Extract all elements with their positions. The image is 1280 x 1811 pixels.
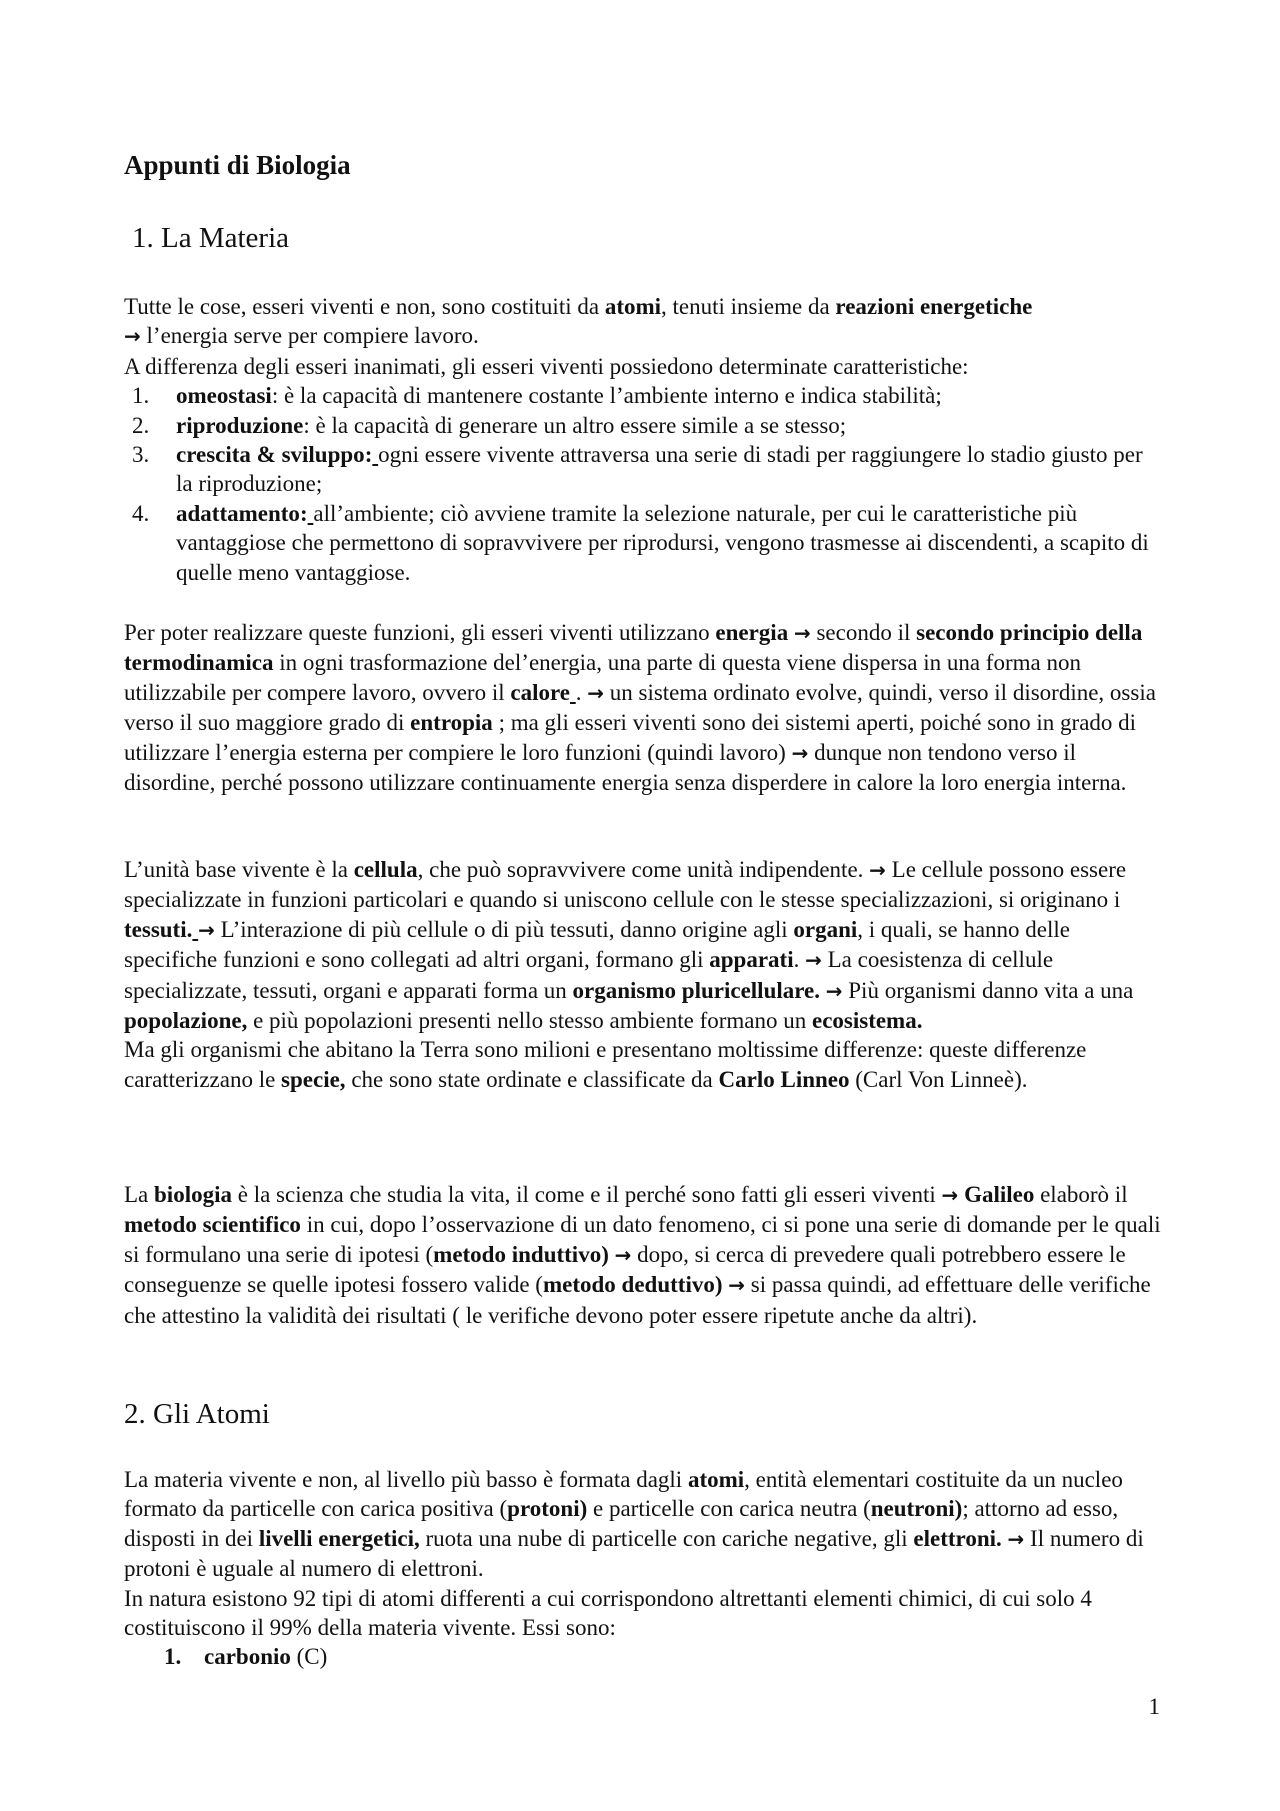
arrow-icon: → xyxy=(1007,1526,1025,1551)
intro-text: Tutte le cose, esseri viventi e non, sono costituiti da atomi, tenuti insieme da reazioni energetiche → l’energia serve per compiere lavoro. xyxy=(124,294,1033,349)
list-item: 3. crescita & sviluppo: ogni essere vivente attraversa una serie di stadi per raggiungere lo stadio giusto per la riproduzione; xyxy=(132,442,1143,497)
arrow-icon: → xyxy=(869,858,886,882)
paragraph-cells: L’unità base vivente è la cellula, che può sopravvivere come unità indipendente. → Le cellule possono essere specializzate in funzioni particolari e quando si uniscono cellule con le stesse specializzazioni, si originano i tessuti. → L’interazione di più cellule o di più tessuti, danno origine agli organi, i quali, se hanno delle specifiche funzioni e sono collegati ad altri organi, formano gli apparati. → La coesistenza di cellule specializzate, tessuti, organi e apparati forma un organismo pluricellulare. → Più organismi danno vita a una popolazione, e più popolazioni presenti nello stesso ambiente formano un ecosistema. Ma gli organismi che abitano la Terra sono milioni e presentano moltissime differenze: queste differenze caratterizzano le specie, che sono state ordinate e classificate da Carlo Linneo (Carl Von Linneè). xyxy=(124,857,1134,1092)
paragraph-intro xyxy=(124,292,1164,587)
paragraph-biology: La biologia è la scienza che studia la vita, il come e il perché sono fatti gli esseri viventi → Galileo elaborò il metodo scientifico in cui, dopo l’osservazione di un dato fenomeno, ci si pone una serie di domande per le quali si formulano una serie di ipotesi (metodo induttivo) → dopo, si cerca di prevedere quali potrebbero essere le conseguenze se quelle ipotesi fossero valide (metodo deduttivo) → si passa quindi, ad effettuare delle verifiche che attestino la validità dei risultati ( le verifiche devono poter essere ripetute anche da altri). xyxy=(124,1182,1161,1328)
document-title: Appunti di Biologia xyxy=(124,150,351,180)
list-item: 1. carbonio (C) xyxy=(164,1644,328,1670)
section-heading-atomi: 2. Gli Atomi xyxy=(124,1398,270,1430)
arrow-icon: → xyxy=(793,621,811,645)
page-number: 1 xyxy=(1148,1694,1160,1719)
arrow-icon: → xyxy=(614,1242,632,1267)
arrow-icon: → xyxy=(805,948,822,973)
paragraph-energy: Per poter realizzare queste funzioni, gli esseri viventi utilizzano energia → secondo il secondo principio della termodinamica in ogni trasformazione del’energia, una parte di questa viene dispersa in una forma non utilizzabile per compere lavoro, ovvero il calore . → un sistema ordinato evolve, quindi, verso il disordine, ossia verso il suo maggiore grado di entropia ; ma gli esseri viventi sono dei sistemi aperti, poiché sono in grado di utilizzare l’energia esterna per compiere le loro funzioni (quindi lavoro) → dunque non tendono verso il disordine, perché possono utilizzare continuamente energia senza disperdere in calore la loro energia interna. xyxy=(124,620,1156,796)
section-heading-materia: 1. La Materia xyxy=(132,222,290,254)
characteristics-intro: A differenza degli esseri inanimati, gli esseri viventi possiedono determinate caratteristiche: xyxy=(124,353,969,379)
arrow-icon: → xyxy=(198,917,215,942)
paragraph-atoms: La materia vivente e non, al livello più basso è formata dagli atomi, entità elementari costituite da un nucleo formato da particelle con carica positiva (protoni) e particelle con carica neutra (neutroni); attorno ad esso, disposti in dei livelli energetici, ruota una nube di particelle con cariche negative, gli elettroni. → Il numero di protoni è uguale al numero di elettroni. In natura esistono 92 tipi di atomi differenti a cui corrispondono altrettanti elementi chimici, di cui solo 4 costituiscono il 99% della materia vivente. Essi sono: 1. carbonio (C) xyxy=(124,1465,1164,1672)
arrow-icon: → xyxy=(825,978,843,1003)
arrow-icon: → xyxy=(941,1183,959,1207)
list-item: 4. adattamento: all’ambiente; ciò avviene tramite la selezione naturale, per cui le caratteristiche più vantaggiose che permettono di sopravvivere per riprodursi, vengono trasmesse ai discendenti, a scapito di quelle meno vantaggiose. xyxy=(132,500,1149,585)
arrow-icon: → xyxy=(791,740,809,765)
arrow-icon: → xyxy=(587,680,604,705)
list-item: 1. omeostasi: è la capacità di mantenere costante l’ambiente interno e indica stabilità; xyxy=(132,383,942,409)
arrow-icon: → xyxy=(728,1273,746,1298)
arrow-icon: → xyxy=(124,324,141,349)
list-item: 2. riproduzione: è la capacità di generare un altro essere simile a se stesso; xyxy=(132,412,847,438)
